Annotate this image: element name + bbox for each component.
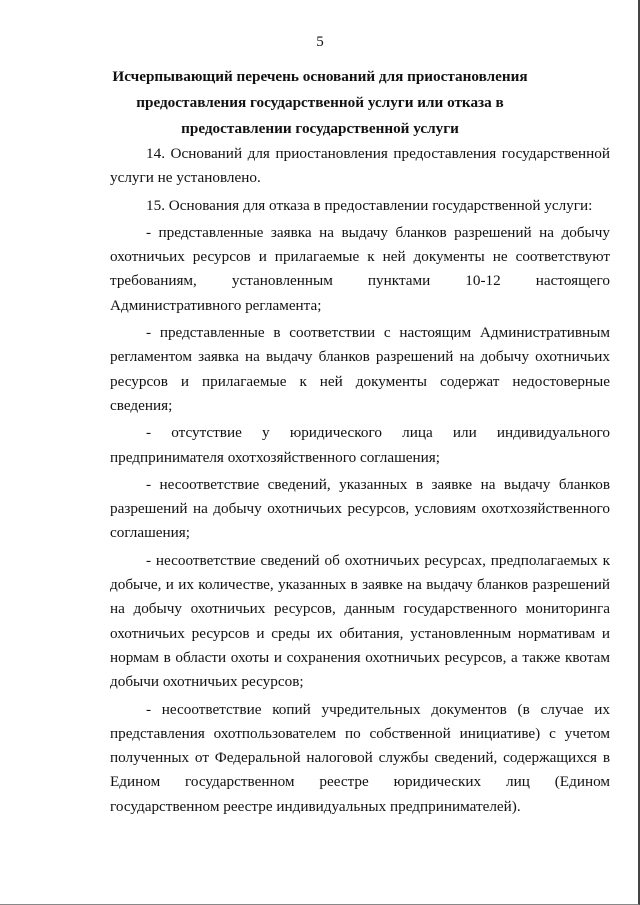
document-body: [110, 142, 610, 822]
page-number: 5: [316, 34, 324, 50]
list-item-agreement-mismatch: - несоответствие сведений, указанных в заявке на выдачу бланков разрешений на добычу охотничьих ресурсов, условиям охотхозяйственного соглашения;: [110, 475, 610, 542]
paragraph-15: 15. Основания для отказа в предоставлении государственной услуги:: [146, 196, 593, 214]
section-heading: Исчерпывающий перечень оснований для приостановления предоставления государственной услуги или отказа в предоставлении государственной услуги: [112, 68, 528, 137]
list-item-founding-documents: - несоответствие копий учредительных документов (в случае их представления охотпользователем по собственной инициативе) с учетом полученных от Федеральной налоговой службы сведений, содержащихся в Едином государственном реестре юридических лиц (Едином государственном реестре индивидуальных предпринимателей).: [110, 700, 610, 815]
list-item-documents-nonconformity: - представленные заявка на выдачу бланков разрешений на добычу охотничьих ресурсов и прилагаемые к ней документы не соответствуют требованиям, установленным пунктами 10-12 настоящего Административного регламента;: [110, 223, 610, 314]
list-item-false-information: - представленные в соответствии с настоящим Административным регламентом заявка на выдачу бланков разрешений на добычу охотничьих ресурсов и прилагаемые к ней документы содержат недостоверные сведения;: [110, 324, 610, 414]
paragraph-14: 14. Оснований для приостановления предоставления государственной услуги не установлено.: [110, 145, 610, 187]
list-item-no-agreement: - отсутствие у юридического лица или индивидуального предпринимателя охотхозяйственного соглашения;: [110, 424, 610, 466]
list-item-resources-mismatch: - несоответствие сведений об охотничьих ресурсах, предполагаемых к добыче, и их количестве, указанных в заявке на выдачу бланков разрешений на добычу охотничьих ресурсов, данным государственного мониторинга охотничьих ресурсов и среды их обитания, установленным нормативам и нормам в области охоты и сохранения охотничьих ресурсов, а также квотам добычи охотничьих ресурсов;: [110, 551, 610, 691]
